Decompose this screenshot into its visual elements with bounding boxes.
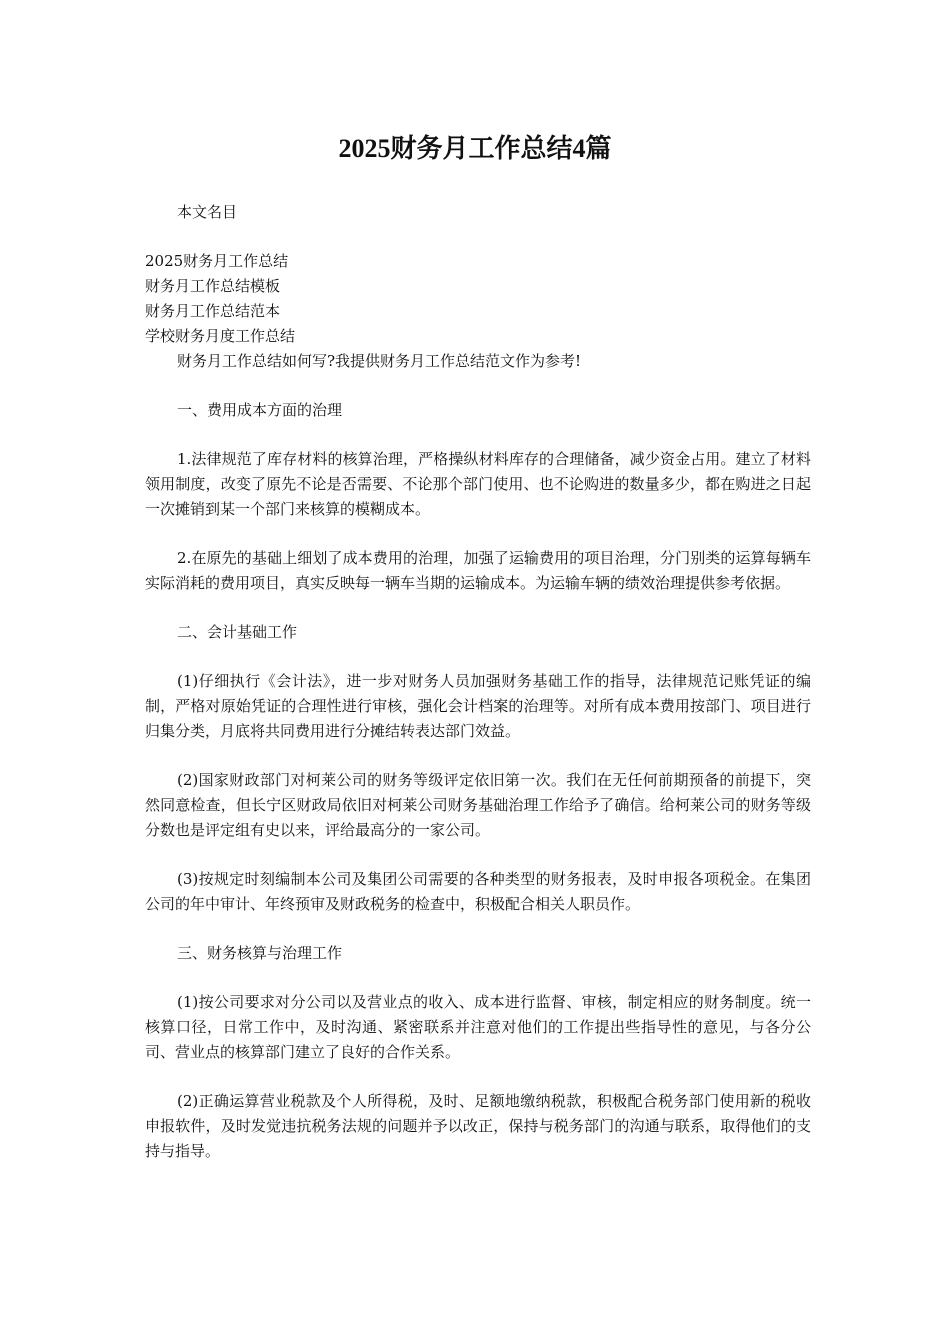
paragraph: 2.在原先的基础上细划了成本费用的治理，加强了运输费用的项目治理，分门别类的运算每辆车实际消耗的费用项目，真实反映每一辆车当期的运输成本。为运输车辆的绩效治理提供参考依据。 <box>145 549 811 592</box>
spacer <box>145 1065 811 1089</box>
document-title: 2025财务月工作总结4篇 <box>338 134 612 163</box>
paragraph: (1)仔细执行《会计法》，进一步对财务人员加强财务基础工作的指导，法律规范记账凭证的编制，严格对原始凭证的合理性进行审核，强化会计档案的治理等。对所有成本费用按部门、项目进行归集分类，月底将共同费用进行分摊结转表达部门效益。 <box>145 672 811 740</box>
paragraph: (1)按公司要求对分公司以及营业点的收入、成本进行监督、审核，制定相应的财务制度。统一核算口径，日常工作中，及时沟通、紧密联系并注意对他们的工作提出些指导性的意见，与各分公司、营业点的核算部门建立了良好的合作关系。 <box>145 993 811 1061</box>
spacer <box>145 522 811 546</box>
document-body <box>145 200 811 1164</box>
spacer <box>145 917 811 941</box>
section-heading: 三、财务核算与治理工作 <box>177 944 343 962</box>
toc-item[interactable]: 财务月工作总结模板 <box>145 277 281 295</box>
spacer <box>145 374 811 398</box>
paragraph: 1.法律规范了库存材料的核算治理，严格操纵材料库存的合理储备，减少资金占用。建立了材料领用制度，改变了原先不论是否需要、不论那个部门使用、也不论购进的数量多少，都在购进之日起一次摊销到某一个部门来核算的模糊成本。 <box>145 450 811 518</box>
spacer <box>145 645 811 669</box>
section-heading: 二、会计基础工作 <box>177 623 298 641</box>
spacer <box>145 423 811 447</box>
spacer <box>145 225 811 249</box>
toc-item[interactable]: 学校财务月度工作总结 <box>145 327 296 345</box>
section-heading: 一、费用成本方面的治理 <box>177 401 343 419</box>
toc-item[interactable]: 2025财务月工作总结 <box>145 252 289 270</box>
toc-item[interactable]: 财务月工作总结范本 <box>145 302 281 320</box>
spacer <box>145 966 811 990</box>
paragraph: (2)国家财政部门对柯莱公司的财务等级评定依旧第一次。我们在无任何前期预备的前提下，突然同意检查，但长宁区财政局依旧对柯莱公司财务基础治理工作给予了确信。给柯莱公司的财务等级分数也是评定组有史以来，评给最高分的一家公司。 <box>145 771 811 839</box>
paragraph: (2)正确运算营业税款及个人所得税，及时、足额地缴纳税款，积极配合税务部门使用新的税收申报软件，及时发觉违抗税务法规的问题并予以改正，保持与税务部门的沟通与联系，取得他们的支持与指导。 <box>145 1092 811 1160</box>
intro-paragraph: 财务月工作总结如何写?我提供财务月工作总结范文作为参考! <box>177 352 582 370</box>
spacer <box>145 596 811 620</box>
table-of-contents <box>145 249 811 349</box>
toc-heading: 本文名目 <box>177 203 238 221</box>
spacer <box>145 744 811 768</box>
paragraph: (3)按规定时刻编制本公司及集团公司需要的各种类型的财务报表，及时申报各项税金。在集团公司的年中审计、年终预审及财政税务的检查中，积极配合相关人职员作。 <box>145 870 811 913</box>
spacer <box>145 843 811 867</box>
